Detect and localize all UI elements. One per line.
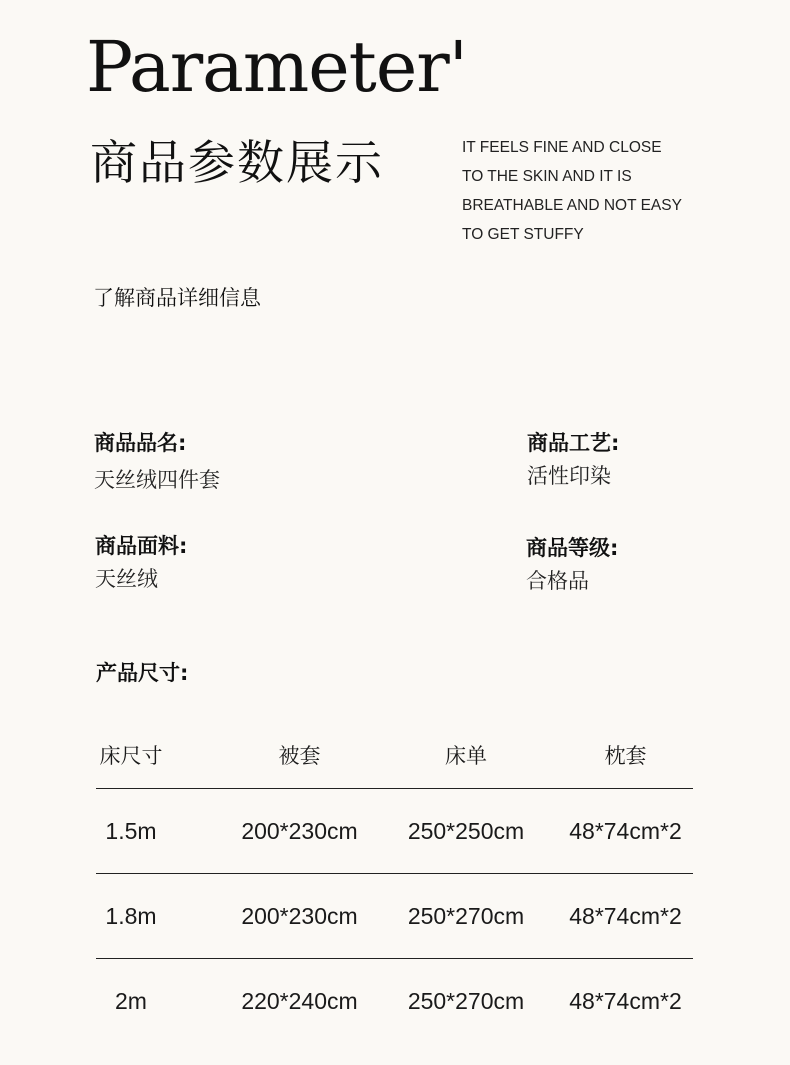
tagline	[462, 133, 762, 249]
table-header-row	[96, 722, 693, 788]
tagline-line: TO GET STUFFY	[462, 226, 584, 243]
field-value: 合格品	[526, 569, 589, 593]
table-cell: 1.8m	[105, 902, 157, 929]
field-value: 天丝绒四件套	[94, 468, 220, 492]
table-row	[96, 788, 693, 873]
table-cell: 250*250cm	[407, 817, 525, 844]
tagline-line: TO THE SKIN AND IT IS	[462, 168, 632, 185]
size-heading: 产品尺寸:	[96, 661, 189, 685]
table-cell: 250*270cm	[407, 987, 525, 1014]
field-label: 商品工艺:	[527, 431, 620, 455]
tagline-line: IT FEELS FINE AND CLOSE	[462, 139, 662, 156]
table-cell: 48*74cm*2	[569, 902, 682, 929]
table-row	[96, 958, 693, 1043]
column-header-bed-size: 床尺寸	[99, 744, 163, 768]
table-cell: 48*74cm*2	[569, 987, 682, 1014]
page-subtitle: 了解商品详细信息	[93, 286, 261, 310]
field-value: 天丝绒	[95, 567, 158, 591]
page-title-english: Parameter'	[86, 26, 467, 108]
table-cell: 200*230cm	[241, 902, 358, 929]
column-header-pillowcase: 枕套	[604, 744, 647, 768]
size-table	[96, 722, 693, 1043]
table-cell: 250*270cm	[407, 902, 525, 929]
column-header-duvet-cover: 被套	[278, 744, 321, 768]
field-value: 活性印染	[527, 464, 611, 488]
field-product-name	[94, 428, 220, 495]
table-cell: 2m	[115, 987, 147, 1014]
field-label: 商品等级:	[526, 536, 619, 560]
field-fabric	[95, 531, 187, 594]
field-label: 商品面料:	[95, 534, 188, 558]
field-label: 商品品名:	[94, 431, 187, 455]
tagline-line: BREATHABLE AND NOT EASY	[462, 197, 682, 214]
column-header-bed-sheet: 床单	[445, 744, 487, 768]
table-cell: 220*240cm	[241, 987, 358, 1014]
table-cell: 1.5m	[105, 817, 157, 844]
table-cell: 200*230cm	[241, 817, 358, 844]
table-cell: 48*74cm*2	[569, 817, 682, 844]
field-grade	[526, 533, 618, 596]
page-title-chinese: 商品参数展示	[90, 136, 384, 191]
field-craft	[527, 428, 619, 491]
table-row	[96, 873, 693, 958]
